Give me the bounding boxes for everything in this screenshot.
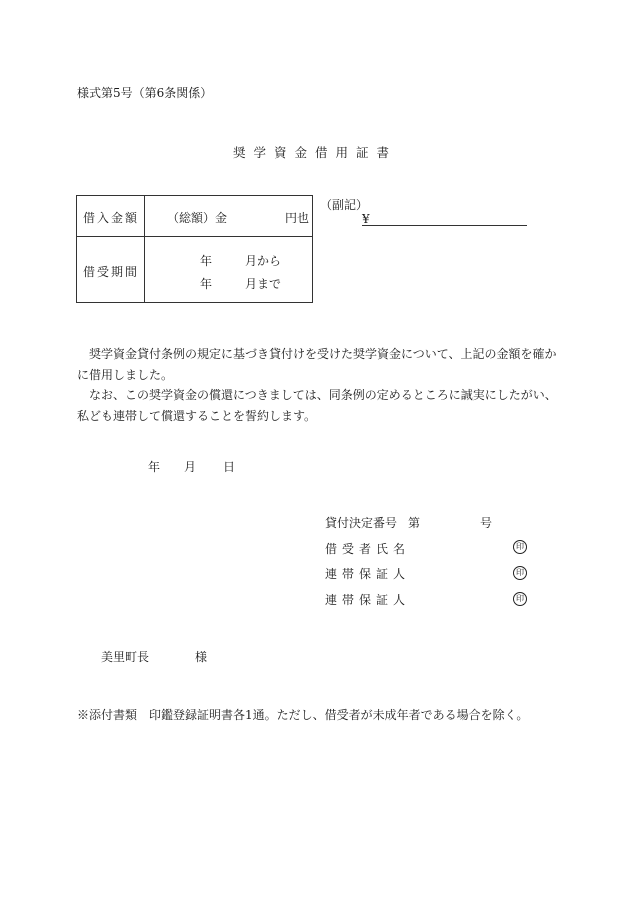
borrower-name-label: 借受者氏名 <box>325 542 411 556</box>
guarantor-2-label: 連帯保証人 <box>325 593 411 607</box>
addressee-honorific: 様 <box>195 650 208 664</box>
total-amount-label: （総額）金 <box>167 211 228 225</box>
period-end-year-label: 年 <box>200 277 213 291</box>
date-month-label: 月 <box>184 460 197 474</box>
loan-period-label: 借受期間 <box>83 265 140 279</box>
period-end-month-label: 月まで <box>245 277 282 291</box>
addressee-name: 美里町長 <box>101 650 150 664</box>
yen-unit-label: 円也 <box>285 211 310 225</box>
decision-number-label: 貸付決定番号 <box>325 516 398 530</box>
pledge-paragraph-1: 奨学資金貸付条例の規定に基づき貸付けを受けた奨学資金について、上記の金額を確かに借用しました。 <box>77 347 557 382</box>
decision-number-prefix: 第 <box>408 516 421 530</box>
guarantor-1-label: 連帯保証人 <box>325 567 411 581</box>
date-day-label: 日 <box>223 460 236 474</box>
attachment-note: ※添付書類 印鑑登録証明書各1通。ただし、借受者が未成年者である場合を除く。 <box>77 708 529 722</box>
document-title: 奨学資金借用証書 <box>232 145 397 160</box>
pledge-paragraph-2: なお、この奨学資金の償還につきましては、同条例の定めるところに誠実にしたがい、私ども連帯して償還することを誓約します。 <box>77 388 557 423</box>
decision-number-suffix: 号 <box>480 516 493 530</box>
yen-symbol: ¥ <box>362 212 370 226</box>
seal-icon: 印 <box>513 566 527 580</box>
seal-icon: 印 <box>513 540 527 554</box>
table-horizontal-divider <box>77 236 312 237</box>
seal-icon: 印 <box>513 592 527 606</box>
yen-amount-underline <box>362 225 527 226</box>
period-start-month-label: 月から <box>245 254 282 268</box>
period-start-year-label: 年 <box>200 254 213 268</box>
date-line <box>148 458 235 475</box>
loan-amount-label: 借入金額 <box>83 211 140 225</box>
loan-table <box>76 195 313 303</box>
date-year-label: 年 <box>148 460 161 474</box>
pledge-text <box>77 344 557 426</box>
duplicate-label: （副記） <box>320 198 369 212</box>
form-number-label: 様式第5号（第6条関係） <box>77 86 213 100</box>
table-vertical-divider <box>144 196 145 302</box>
